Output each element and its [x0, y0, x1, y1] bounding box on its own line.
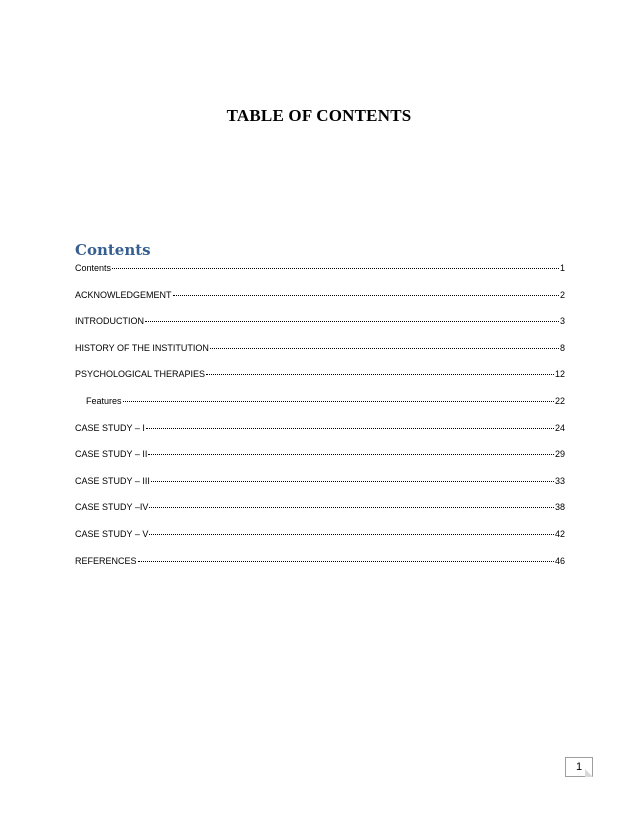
toc-entry-page: 22: [554, 395, 565, 406]
dot-leader: [151, 481, 554, 482]
toc-entry-case-study-2[interactable]: [75, 449, 565, 476]
toc-entry-acknowledgement[interactable]: [75, 290, 565, 317]
dot-leader: [148, 454, 554, 455]
page-curl-icon: [585, 769, 593, 777]
toc-entry-label: CASE STUDY –IV: [75, 502, 149, 513]
toc-entry-label: CASE STUDY – I: [75, 422, 145, 433]
toc-list: [75, 263, 565, 582]
toc-entry-page: 3: [559, 316, 565, 327]
toc-entry-page: 33: [554, 475, 565, 486]
toc-entry-introduction[interactable]: [75, 316, 565, 343]
page-title: TABLE OF CONTENTS: [226, 106, 412, 125]
toc-entry-features[interactable]: [75, 396, 565, 423]
toc-entry-case-study-3[interactable]: [75, 476, 565, 503]
toc-entry-label: CASE STUDY – II: [75, 449, 148, 460]
toc-entry-label: INTRODUCTION: [75, 316, 144, 327]
toc-heading: Contents: [75, 241, 151, 259]
toc-entry-label: HISTORY OF THE INSTITUTION: [75, 342, 209, 353]
toc-entry-page: 29: [554, 449, 565, 460]
toc-entry-label: REFERENCES: [75, 555, 137, 566]
toc-entry-case-study-5[interactable]: [75, 529, 565, 556]
toc-entry-page: 46: [554, 555, 565, 566]
dot-leader: [210, 348, 559, 349]
toc-entry-page: 8: [559, 342, 565, 353]
toc-entry-case-study-1[interactable]: [75, 423, 565, 450]
dot-leader: [112, 268, 559, 269]
toc-entry-contents[interactable]: [75, 263, 565, 290]
toc-entry-page: 38: [554, 502, 565, 513]
dot-leader: [145, 321, 559, 322]
dot-leader: [146, 428, 554, 429]
dot-leader: [173, 295, 559, 296]
dot-leader: [123, 401, 554, 402]
toc-entry-label: CASE STUDY – III: [75, 475, 150, 486]
toc-entry-page: 1: [559, 263, 565, 273]
dot-leader: [149, 507, 554, 508]
dot-leader: [138, 561, 554, 562]
toc-entry-page: 24: [554, 422, 565, 433]
dot-leader: [206, 374, 554, 375]
toc-entry-label: Features: [86, 395, 122, 406]
toc-entry-page: 2: [559, 289, 565, 300]
page-number-box: [565, 757, 593, 777]
toc-entry-label: Contents: [75, 263, 112, 273]
dot-leader: [149, 534, 554, 535]
toc-entry-label: PSYCHOLOGICAL THERAPIES: [75, 369, 206, 380]
toc-entry-label: CASE STUDY – V: [75, 528, 149, 539]
toc-entry-page: 42: [554, 528, 565, 539]
page-number: 1: [575, 761, 583, 773]
toc-entry-page: 12: [554, 369, 565, 380]
toc-entry-history[interactable]: [75, 343, 565, 370]
toc-entry-psychological-therapies[interactable]: [75, 369, 565, 396]
toc-entry-case-study-4[interactable]: [75, 502, 565, 529]
toc-entry-label: ACKNOWLEDGEMENT: [75, 289, 172, 300]
toc-entry-references[interactable]: [75, 556, 565, 583]
